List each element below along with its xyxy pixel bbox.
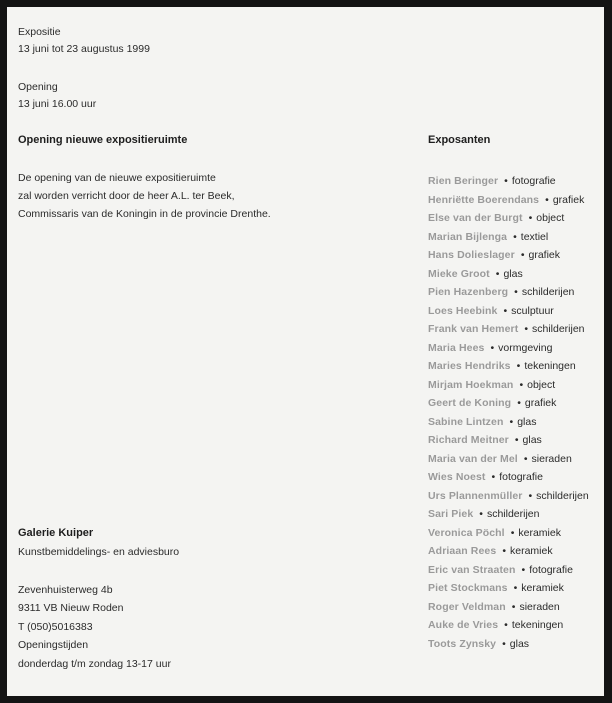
- exhibitor-item: [428, 302, 589, 321]
- exhibitor-discipline: schilderijen: [486, 508, 540, 520]
- exhibitor-discipline: schilderijen: [521, 286, 575, 298]
- bullet-separator: •: [513, 582, 518, 594]
- gallery-name: Galerie Kuiper: [18, 527, 94, 539]
- bullet-separator: •: [491, 471, 496, 483]
- exhibitor-item: [428, 191, 589, 210]
- bullet-separator: •: [509, 415, 514, 428]
- bullet-separator: •: [545, 193, 549, 206]
- exhibitor-item: [428, 561, 589, 580]
- expositie-dates: 13 juni tot 23 augustus 1999: [18, 43, 150, 55]
- exhibitors-heading: Exposanten: [428, 134, 491, 146]
- exhibitor-name: Geert de Koning: [428, 397, 512, 409]
- exhibitor-name: Mirjam Hoekman: [428, 378, 514, 391]
- exhibitor-discipline: keramiek: [510, 545, 553, 557]
- exhibitor-name: Piet Stockmans: [428, 582, 508, 594]
- exhibitor-name: Eric van Straaten: [428, 563, 516, 576]
- exhibitor-item: [428, 228, 589, 247]
- opening-date-time: 13 juni 16.00 uur: [18, 98, 97, 110]
- exhibitor-discipline: object: [536, 212, 565, 224]
- bullet-separator: •: [523, 452, 528, 465]
- exhibitor-discipline: sieraden: [519, 600, 560, 613]
- new-space-line-3: Commissaris van de Koningin in de provincie Drenthe.: [18, 208, 271, 220]
- bullet-separator: •: [519, 378, 524, 391]
- exhibitor-discipline: keramiek: [521, 582, 564, 594]
- exhibitor-name: Hans Dolieslager: [428, 249, 515, 261]
- gallery-subtitle: Kunstbemiddelings- en adviesburo: [18, 546, 180, 558]
- exhibitor-item: [428, 320, 589, 339]
- exhibitor-item: [428, 172, 589, 191]
- gallery-phone: T (050)5016383: [18, 621, 93, 633]
- exhibitor-name: Sabine Lintzen: [428, 415, 504, 428]
- exhibitor-discipline: fotografie: [499, 471, 543, 483]
- exhibitor-item: [428, 450, 589, 469]
- exhibitor-discipline: keramiek: [518, 526, 561, 539]
- exhibitor-item: [428, 635, 589, 654]
- exhibitor-name: Toots Zynsky: [428, 637, 497, 650]
- exhibitor-discipline: textiel: [520, 230, 549, 243]
- exhibitor-item: [428, 505, 589, 524]
- exhibitor-discipline: vormgeving: [498, 341, 553, 354]
- bullet-separator: •: [516, 360, 521, 372]
- exhibitor-name: Richard Meitner: [428, 434, 509, 446]
- exhibitor-discipline: schilderijen: [532, 323, 585, 335]
- exhibitor-name: Else van der Burgt: [428, 212, 523, 224]
- exhibitor-name: Maries Hendriks: [428, 360, 511, 372]
- exhibitor-name: Urs Plannenmüller: [428, 489, 523, 502]
- exhibitor-name: Loes Heebink: [428, 304, 498, 317]
- exhibitor-item: [428, 542, 589, 561]
- bullet-separator: •: [504, 619, 508, 631]
- exhibitor-name: Sari Piek: [428, 508, 474, 520]
- invitation-sheet: [7, 7, 604, 696]
- exhibitor-item: [428, 413, 589, 432]
- bullet-separator: •: [495, 267, 500, 280]
- gallery-hours-label: Openingstijden: [18, 639, 89, 651]
- new-space-line-1: De opening van de nieuwe expositieruimte: [18, 172, 216, 184]
- exhibitor-discipline: tekeningen: [511, 619, 564, 631]
- exhibitor-name: Rien Beringer: [428, 175, 499, 187]
- bullet-separator: •: [504, 175, 508, 187]
- exhibitor-discipline: sieraden: [531, 452, 572, 465]
- bullet-separator: •: [490, 341, 495, 354]
- exhibitor-item: [428, 616, 589, 635]
- gallery-postal-city: 9311 VB Nieuw Roden: [18, 602, 124, 614]
- exhibitor-item: [428, 394, 589, 413]
- exhibitor-item: [428, 598, 589, 617]
- exhibitor-name: Veronica Pöchl: [428, 526, 505, 539]
- exhibitor-item: [428, 468, 589, 487]
- exhibitor-item: [428, 265, 589, 284]
- exhibitor-discipline: grafiek: [528, 249, 561, 261]
- bullet-separator: •: [502, 637, 506, 650]
- gallery-street: Zevenhuisterweg 4b: [18, 584, 113, 596]
- bullet-separator: •: [520, 249, 525, 261]
- opening-label: Opening: [18, 81, 58, 93]
- bullet-separator: •: [524, 323, 528, 335]
- exhibitor-discipline: glas: [503, 267, 523, 280]
- bullet-separator: •: [513, 230, 517, 243]
- exhibitor-item: [428, 376, 589, 395]
- exhibitor-item: [428, 487, 589, 506]
- exhibitor-discipline: object: [527, 378, 556, 391]
- exhibitor-name: Auke de Vries: [428, 619, 499, 631]
- bullet-separator: •: [503, 304, 508, 317]
- exhibitor-discipline: glas: [517, 415, 537, 428]
- gallery-hours: donderdag t/m zondag 13-17 uur: [18, 658, 171, 670]
- expositie-label: Expositie: [18, 26, 61, 38]
- exhibitor-item: [428, 339, 589, 358]
- exhibitor-name: Roger Veldman: [428, 600, 506, 613]
- exhibitor-discipline: glas: [522, 434, 542, 446]
- bullet-separator: •: [517, 397, 521, 409]
- exhibitor-name: Pien Hazenberg: [428, 286, 509, 298]
- exhibitor-name: Maria Hees: [428, 341, 485, 354]
- new-space-line-2: zal worden verricht door de heer A.L. ter Beek,: [18, 190, 235, 202]
- new-space-heading: Opening nieuwe expositieruimte: [18, 134, 188, 146]
- bullet-separator: •: [514, 434, 519, 446]
- exhibitor-discipline: grafiek: [524, 397, 557, 409]
- bullet-separator: •: [511, 600, 516, 613]
- exhibitor-item: [428, 431, 589, 450]
- exhibitor-discipline: schilderijen: [536, 489, 589, 502]
- bullet-separator: •: [514, 286, 518, 298]
- exhibitor-discipline: grafiek: [552, 193, 585, 206]
- exhibitor-name: Marian Bijlenga: [428, 230, 508, 243]
- bullet-separator: •: [528, 489, 533, 502]
- exhibitor-discipline: sculptuur: [511, 304, 554, 317]
- exhibitor-item: [428, 246, 589, 265]
- exhibitor-item: [428, 283, 589, 302]
- exhibitor-item: [428, 524, 589, 543]
- exhibitor-name: Adriaan Rees: [428, 545, 497, 557]
- bullet-separator: •: [479, 508, 483, 520]
- exhibitor-item: [428, 579, 589, 598]
- exhibitor-discipline: tekeningen: [524, 360, 576, 372]
- exhibitor-name: Frank van Hemert: [428, 323, 519, 335]
- bullet-separator: •: [528, 212, 533, 224]
- bullet-separator: •: [502, 545, 506, 557]
- bullet-separator: •: [510, 526, 515, 539]
- exhibitor-name: Wies Noest: [428, 471, 486, 483]
- exhibitor-item: [428, 209, 589, 228]
- exhibitors-list: [428, 172, 589, 653]
- exhibitor-item: [428, 357, 589, 376]
- exhibitor-name: Maria van der Mel: [428, 452, 518, 465]
- exhibitor-discipline: fotografie: [529, 563, 573, 576]
- exhibitor-name: Mieke Groot: [428, 267, 490, 280]
- exhibitor-discipline: fotografie: [511, 175, 556, 187]
- exhibitor-discipline: glas: [509, 637, 530, 650]
- exhibitor-name: Henriëtte Boerendans: [428, 193, 540, 206]
- bullet-separator: •: [521, 563, 526, 576]
